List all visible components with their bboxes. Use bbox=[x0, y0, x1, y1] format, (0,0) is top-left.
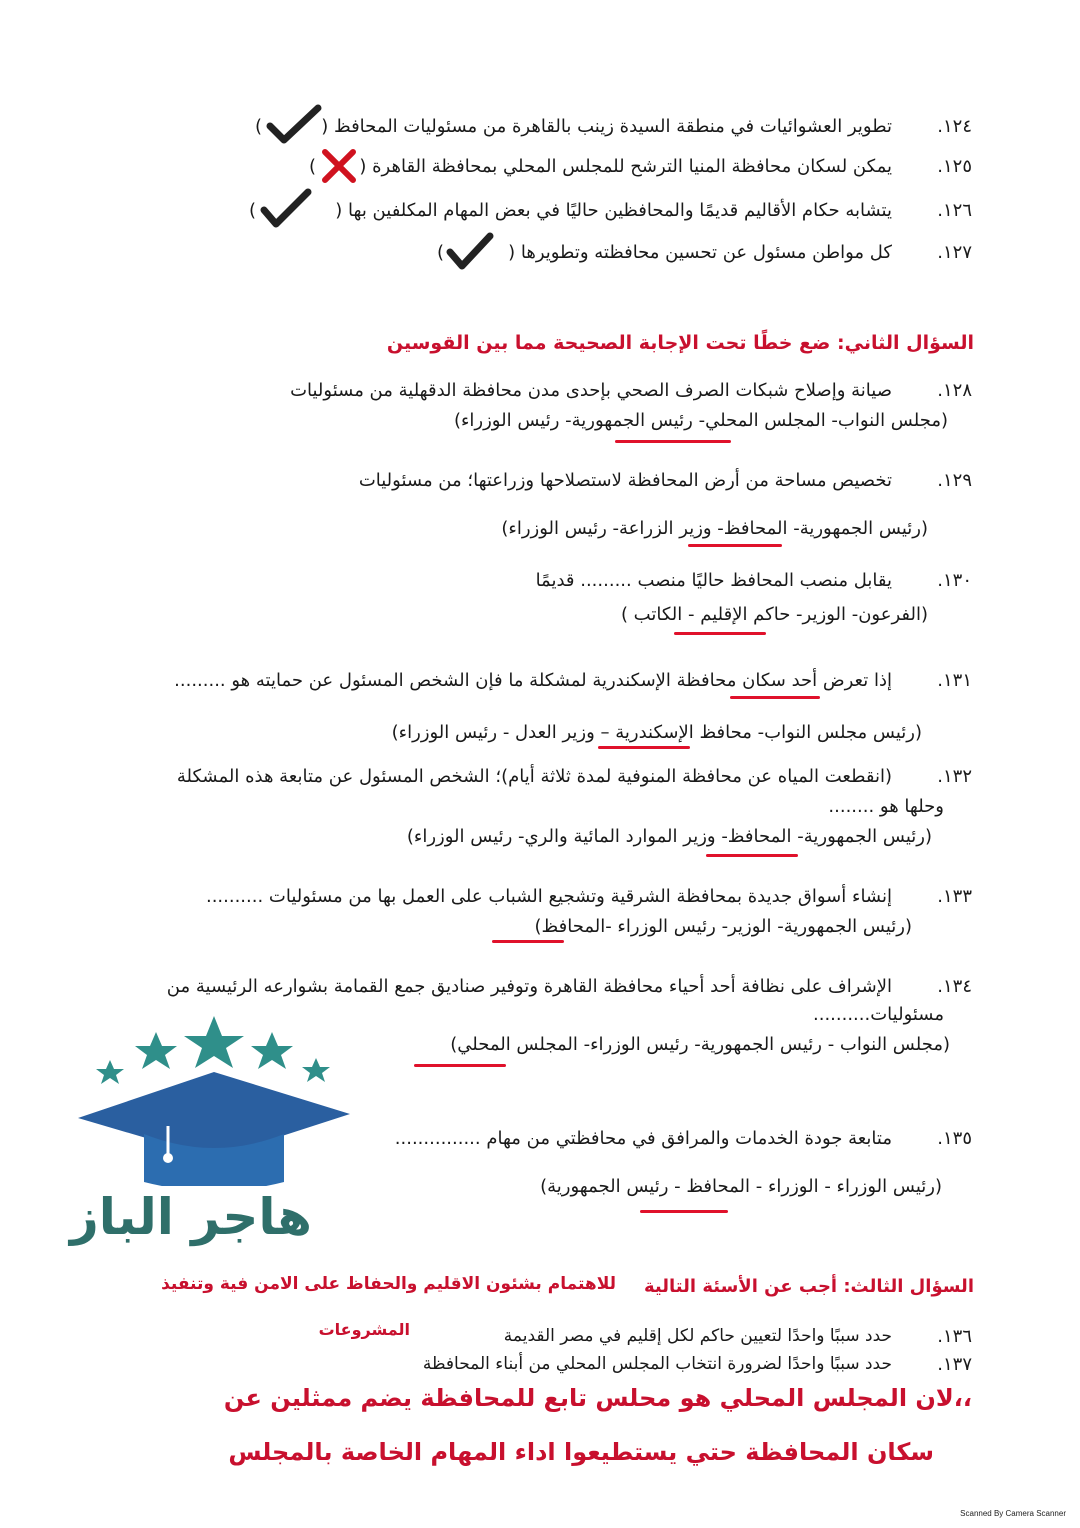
paren-close: ) bbox=[254, 116, 262, 137]
question-text: حدد سببًا واحدًا لضرورة انتخاب المجلس المحلي من أبناء المحافظة bbox=[422, 1354, 892, 1374]
answer-options: (رئيس الجمهورية- المحافظ- وزير الموارد المائية والري- رئيس الوزراء) bbox=[406, 826, 932, 847]
question-text: متابعة جودة الخدمات والمرافق في محافظتي من مهام ............... bbox=[394, 1128, 892, 1149]
statement-text: كل مواطن مسئول عن تحسين محافظته وتطويرها ( bbox=[508, 242, 892, 263]
question-text-continued: وحلها هو ........ bbox=[828, 796, 944, 817]
question-text: حدد سببًا واحدًا لتعيين حاكم لكل إقليم في مصر القديمة bbox=[503, 1326, 892, 1346]
item-number: ١٣٤. bbox=[937, 976, 972, 997]
section-heading: السؤال الثاني: ضع خطًا تحت الإجابة الصحيحة مما بين القوسين bbox=[386, 332, 974, 354]
item-number: ١٣١. bbox=[937, 670, 972, 691]
answer-underline bbox=[615, 440, 731, 443]
question-text: إذا تعرض أحد سكان محافظة الإسكندرية لمشكلة ما فإن الشخص المسئول عن حمايته هو ......... bbox=[174, 670, 892, 691]
question-text: (انقطعت المياه عن محافظة المنوفية لمدة ثلاثة أيام)؛ الشخص المسئول عن متابعة هذه المشكلة bbox=[176, 766, 892, 787]
question-text-continued: مسئوليات.......... bbox=[813, 1004, 944, 1025]
paren-close: ) bbox=[308, 156, 316, 177]
answer-underline bbox=[730, 696, 820, 699]
handwritten-answer: للاهتمام بشئون الاقليم والحفاظ على الامن فية وتنفيذ bbox=[161, 1274, 616, 1294]
answer-underline bbox=[414, 1064, 506, 1067]
item-number: ١٣٠. bbox=[937, 570, 972, 591]
graduation-cap-logo-icon bbox=[76, 1010, 352, 1186]
item-number: ١٢٨. bbox=[937, 380, 972, 401]
check-mark-icon bbox=[266, 104, 322, 146]
item-number: ١٢٩. bbox=[937, 470, 972, 491]
question-text: صيانة وإصلاح شبكات الصرف الصحي بإحدى مدن محافظة الدقهلية من مسئوليات bbox=[290, 380, 892, 401]
answer-underline bbox=[640, 1210, 728, 1213]
statement-text: تطوير العشوائيات في منطقة السيدة زينب بالقاهرة من مسئوليات المحافظ ( bbox=[321, 116, 892, 137]
answer-options: (الفرعون- الوزير- حاكم الإقليم - الكاتب ) bbox=[620, 604, 928, 625]
item-number: ١٣٣. bbox=[937, 886, 972, 907]
item-number: ١٣٧. bbox=[937, 1354, 972, 1375]
answer-options: (مجلس النواب- المجلس المحلي- رئيس الجمهورية- رئيس الوزراء) bbox=[453, 410, 948, 431]
item-number: ١٣٦. bbox=[937, 1326, 972, 1347]
question-text: إنشاء أسواق جديدة بمحافظة الشرقية وتشجيع الشباب على العمل بها من مسئوليات .......... bbox=[205, 886, 892, 907]
handwritten-answer-continued: سكان المحافظة حتي يستطيعوا اداء المهام الخاصة بالمجلس bbox=[228, 1438, 934, 1466]
answer-options: (مجلس النواب - رئيس الجمهورية- رئيس الوزراء- المجلس المحلي) bbox=[450, 1034, 950, 1055]
answer-underline bbox=[492, 940, 564, 943]
paren-close: ) bbox=[248, 200, 256, 221]
answer-underline bbox=[706, 854, 798, 857]
item-number: ١٢٤. bbox=[937, 116, 972, 137]
handwritten-answer: ،،لان المجلس المحلي هو محلس تابع للمحافظة يضم ممثلين عن bbox=[223, 1384, 972, 1412]
check-mark-icon bbox=[446, 232, 494, 272]
logo-text: هاجر الباز bbox=[70, 1188, 312, 1246]
item-number: ١٣٢. bbox=[937, 766, 972, 787]
answer-underline bbox=[598, 746, 690, 749]
check-mark-icon bbox=[260, 188, 312, 230]
item-number: ١٢٥. bbox=[937, 156, 972, 177]
section-heading: السؤال الثالث: أجب عن الأسئة التالية bbox=[644, 1276, 974, 1297]
paren-close: ) bbox=[436, 242, 444, 263]
scanner-watermark: Scanned By Camera Scanner bbox=[960, 1509, 1066, 1518]
item-number: ١٢٦. bbox=[937, 200, 972, 221]
answer-underline bbox=[688, 544, 782, 547]
answer-options: (رئيس مجلس النواب- محافظ الإسكندرية – وزير العدل - رئيس الوزراء) bbox=[391, 722, 922, 743]
handwritten-answer-continued: المشروعات bbox=[318, 1320, 410, 1339]
answer-underline bbox=[674, 632, 766, 635]
answer-options: (رئيس الوزراء - الوزراء - المحافظ - رئيس الجمهورية) bbox=[540, 1176, 942, 1197]
answer-options: (رئيس الجمهورية- المحافظ- وزير الزراعة- رئيس الوزراء) bbox=[501, 518, 928, 539]
question-text: الإشراف على نظافة أحد أحياء محافظة القاهرة وتوفير صناديق جمع القمامة بشوارعه الرئيسية من bbox=[166, 976, 892, 997]
statement-text: يتشابه حكام الأقاليم قديمًا والمحافظين حاليًا في بعض المهام المكلفين بها ( bbox=[335, 200, 892, 221]
question-text: يقابل منصب المحافظ حاليًا منصب ......... قديمًا bbox=[535, 570, 892, 591]
statement-text: يمكن لسكان محافظة المنيا الترشح للمجلس المحلي بمحافظة القاهرة ( bbox=[359, 156, 892, 177]
cross-mark-icon bbox=[320, 148, 358, 184]
item-number: ١٣٥. bbox=[937, 1128, 972, 1149]
question-text: تخصيص مساحة من أرض المحافظة لاستصلاحها وزراعتها؛ من مسئوليات bbox=[358, 470, 892, 491]
answer-options: (رئيس الجمهورية- الوزير- رئيس الوزراء -المحافظ) bbox=[534, 916, 912, 937]
item-number: ١٢٧. bbox=[937, 242, 972, 263]
